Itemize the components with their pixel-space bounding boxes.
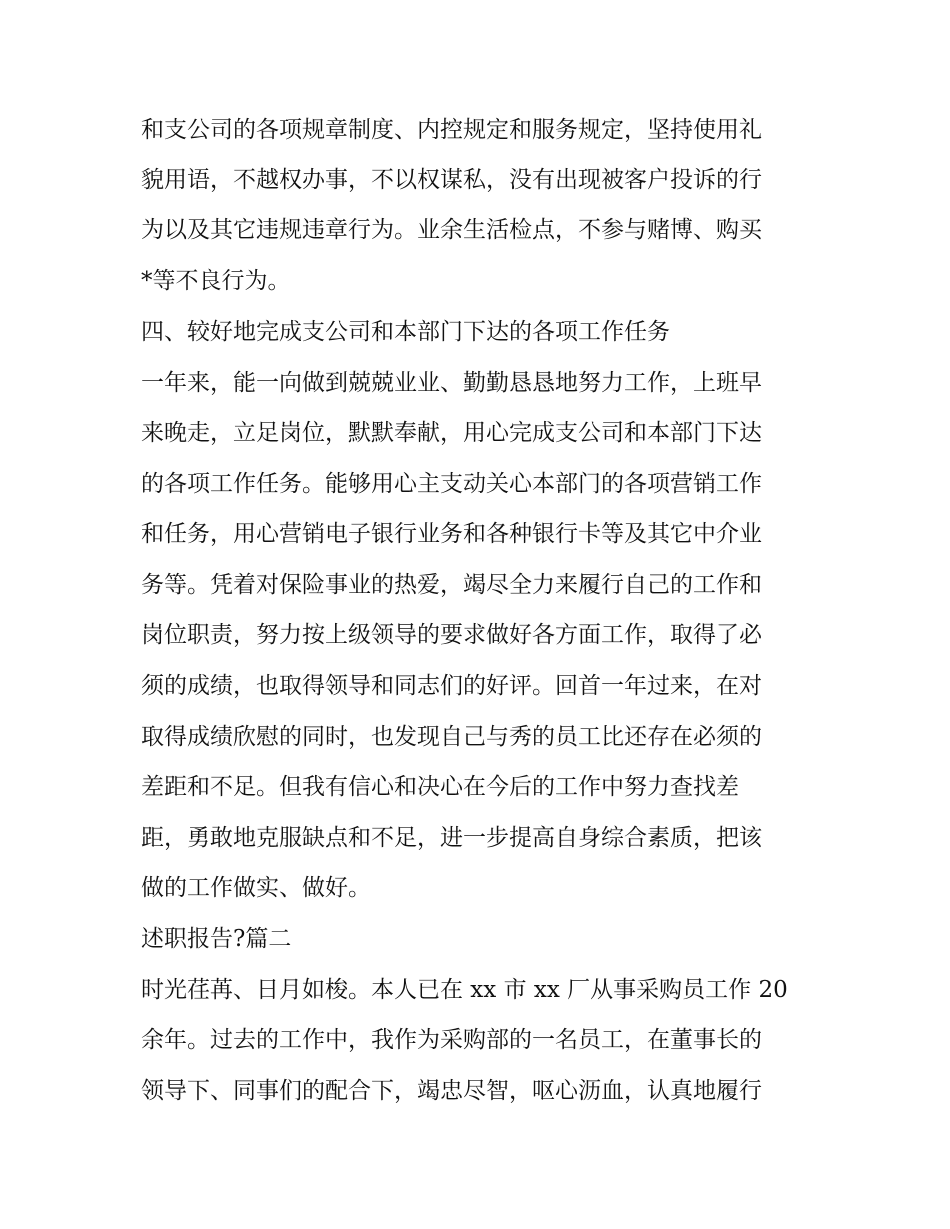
text-line-10: 务等。凭着对保险事业的热爱，竭尽全力来履行自己的工作和	[141, 572, 762, 598]
text-line-7: 来晚走，立足岗位，默默奉献，用心完成支公司和本部门下达	[141, 420, 762, 446]
text-line-18: 时光荏苒、日月如梭。本人已在 xx 市 xx 厂从事采购员工作 20	[141, 977, 788, 1003]
text-line-11: 岗位职责，努力按上级领导的要求做好各方面工作，取得了必	[141, 622, 762, 648]
text-line-4: *等不良行为。	[141, 268, 291, 294]
text-line-8: 的各项工作任务。能够用心主支动关心本部门的各项营销工作	[141, 471, 762, 497]
text-line-6: 一年来，能一向做到兢兢业业、勤勤恳恳地努力工作，上班早	[141, 370, 762, 396]
section-heading: 四、较好地完成支公司和本部门下达的各项工作任务	[141, 319, 670, 345]
text-line-12: 须的成绩，也取得领导和同志们的好评。回首一年过来，在对	[141, 673, 762, 699]
text-line-14: 差距和不足。但我有信心和决心在今后的工作中努力查找差	[141, 774, 739, 800]
text-line-13: 取得成绩欣慰的同时，也发现自己与秀的员工比还存在必须的	[141, 724, 762, 750]
text-line-19: 余年。过去的工作中，我作为采购部的一名员工，在董事长的	[141, 1027, 762, 1053]
text-line-9: 和任务，用心营销电子银行业务和各种银行卡等及其它中介业	[141, 521, 762, 547]
text-line-15: 距，勇敢地克服缺点和不足，进一步提高自身综合素质，把该	[141, 825, 762, 851]
text-line-3: 为以及其它违规违章行为。业余生活检点，不参与赌博、购买	[141, 217, 762, 243]
report-subtitle: 述职报告?篇二	[141, 926, 292, 952]
text-line-20: 领导下、同事们的配合下，竭忠尽智，呕心沥血，认真地履行	[141, 1078, 762, 1104]
text-line-16: 做的工作做实、做好。	[141, 875, 371, 901]
text-line-2: 貌用语，不越权办事，不以权谋私，没有出现被客户投诉的行	[141, 167, 762, 193]
text-line-1: 和支公司的各项规章制度、内控规定和服务规定，坚持使用礼	[141, 117, 762, 143]
